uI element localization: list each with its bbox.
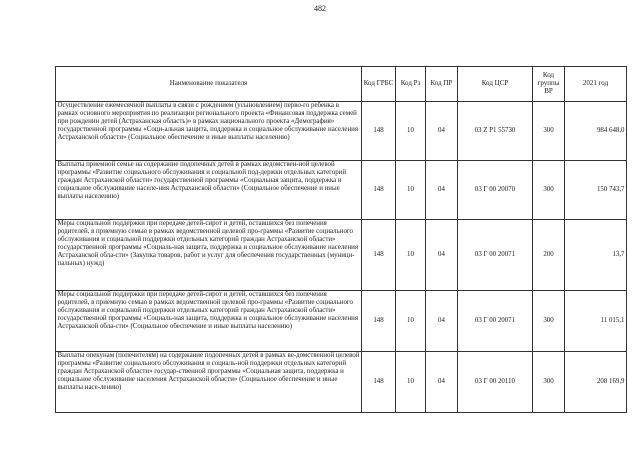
column-header-vr: Код группы ВР [533,67,565,102]
table-row [56,352,627,413]
pr-code: 04 [426,352,458,413]
rz-code: 10 [396,161,426,220]
grbs-code: 148 [362,161,396,220]
pr-code: 04 [426,220,458,291]
rz-code: 10 [396,102,426,161]
pr-code: 04 [426,161,458,220]
rz-code: 10 [396,352,426,413]
csr-code: 03 Г 00 20071 [458,291,533,352]
grbs-code: 148 [362,220,396,291]
budget-table [55,66,627,413]
indicator-name: Выплаты опекунам (попечителям) на содержание подопечных детей в рамках ве-домственной целевой программы «Развитие социального обслуживания и социаль-ной поддержки отдельных категорий граждан Астраханской области» государ-ственной программы «Социальная защита, поддержка и социальное обслуживание населения Астраханской области» (Социальное обеспечение и иные выплаты насе-лению) [56,352,362,413]
csr-code: 03 Г 00 20110 [458,352,533,413]
rz-code: 10 [396,291,426,352]
table-row [56,291,627,352]
rz-code: 10 [396,220,426,291]
table-row [56,102,627,161]
column-header-pr: Код ПР [426,67,458,102]
amount-2021: 208 169,9 [565,352,627,413]
column-header-name: Наименование показателя [56,67,362,102]
vr-code: 300 [533,102,565,161]
amount-2021: 150 743,7 [565,161,627,220]
indicator-name: Меры социальной поддержки при передаче детей-сирот и детей, оставшихся без попечения родителей, в приемную семью в рамках ведомственной целевой про-граммы «Развитие социального обслуживания и социальной поддержки отдельных категорий граждан Астраханской области» государственной программы «Социаль-ная защита, поддержка и социальное обслуживание населения Астраханской обла-сти» (Социальное обеспечение и иные выплаты населению) [56,291,362,352]
vr-code: 300 [533,352,565,413]
indicator-name: Осуществление ежемесячной выплаты в связи с рождением (усыновлением) перво-го ребенка в рамках основного мероприятия по реализации регионального проекта «Финансовая поддержка семей при рождении детей (Астраханская область)» в рамках национального проекта «Демография» государственной программы «Соци-альная защита, поддержка и социальное обслуживание населения Астраханской области» (Социальное обеспечение и иные выплаты населению) [56,102,362,161]
vr-code: 300 [533,161,565,220]
amount-2021: 984 648,0 [565,102,627,161]
csr-code: 03 Z P1 55730 [458,102,533,161]
grbs-code: 148 [362,291,396,352]
pr-code: 04 [426,102,458,161]
header-row [56,67,627,102]
indicator-name: Выплаты приемной семье на содержание подопечных детей в рамках ведомствен-ной целевой программы «Развитие социального обслуживания и социальной под-держки отдельных категорий граждан Астраханской области» государственной программы «Социальная защита, поддержка и социальное обслуживание населе-ния Астраханской области» (Социальное обеспечение и иные выплаты населению) [56,161,362,220]
indicator-name: Меры социальной поддержки при передаче детей-сирот и детей, оставшихся без попечения родителей, в приемную семью в рамках ведомственной целевой про-граммы «Развитие социального обслуживания и социальной поддержки отдельных категорий граждан Астраханской области» государственной программы «Социаль-ная защита, поддержка и социальное обслуживание населения Астраханской обла-сти» (Закупка товаров, работ и услуг для обеспечения государственных (муници-пальных) нужд) [56,220,362,291]
table-row [56,220,627,291]
page-number: 482 [314,4,326,13]
grbs-code: 148 [362,102,396,161]
vr-code: 200 [533,220,565,291]
column-header-grbs: Код ГРБС [362,67,396,102]
amount-2021: 13,7 [565,220,627,291]
csr-code: 03 Г 00 20070 [458,161,533,220]
table-row [56,161,627,220]
grbs-code: 148 [362,352,396,413]
csr-code: 03 Г 00 20071 [458,220,533,291]
amount-2021: 11 015,1 [565,291,627,352]
vr-code: 300 [533,291,565,352]
column-header-year: 2021 год [565,67,627,102]
pr-code: 04 [426,291,458,352]
column-header-csr: Код ЦСР [458,67,533,102]
column-header-rz: Код Рз [396,67,426,102]
